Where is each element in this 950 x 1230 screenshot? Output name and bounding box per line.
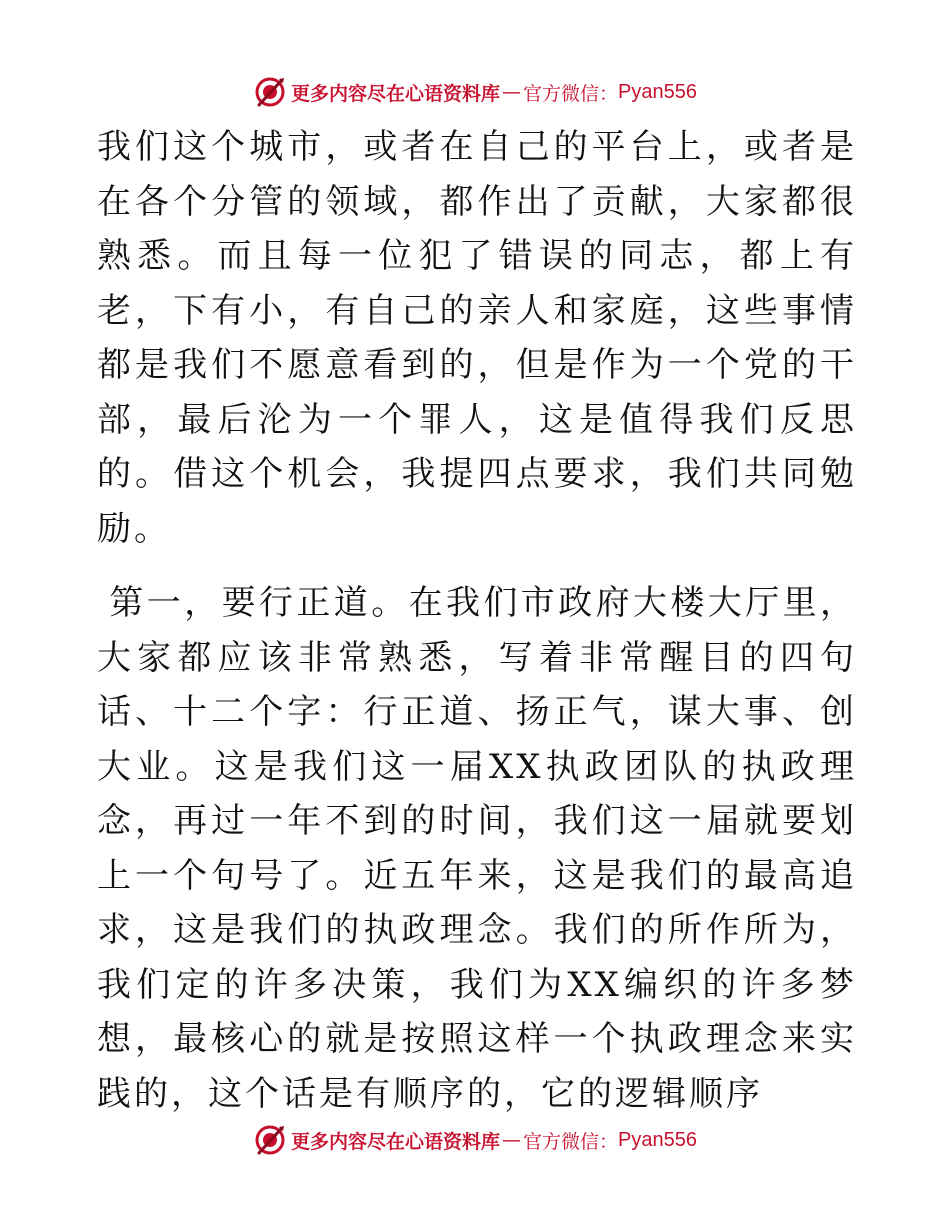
footer-dash: — — [502, 1129, 522, 1151]
footer-brand-text: 更多内容尽在心语资料库 — [291, 1130, 501, 1153]
paragraph-2: 第一，要行正道。在我们市政府大楼大厅里，大家都应该非常熟悉，写着非常醒目的四句话、十二个字：行正道、扬正气，谋大事、创大业。这是我们这一届XX执政团队的执政理念，再过一年不到的时间，我们这一届就要划上一个句号了。近五年来，这是我们的最高追求，这是我们的执政理念。我们的所作所为，我们定的许多决策，我们为XX编织的许多梦想，最核心的就是按照这样一个执政理念来实践的，这个话是有顺序的，它的逻辑顺序 — [97, 583, 857, 1114]
header-wechat-label: 官方微信： — [523, 82, 619, 105]
paragraph-1: 我们这个城市，或者在自己的平台上，或者是在各个分管的领域，都作出了贡献，大家都很熟悉。而且每一位犯了错误的同志，都上有老，下有小，有自己的亲人和家庭，这些事情都是我们不愿意看到的，但是作为一个党的干部，最后沦为一个罪人，这是值得我们反思的。借这个机会，我提四点要求，我们共同勉励。 — [97, 127, 857, 549]
footer-wechat-label: 官方微信： — [523, 1130, 619, 1153]
document-body — [97, 120, 857, 1121]
paragraph-2-wrapper — [97, 576, 857, 1121]
brush-seal-icon — [253, 1123, 287, 1157]
header-banner — [0, 72, 950, 112]
brush-seal-icon — [253, 75, 287, 109]
footer-banner — [0, 1120, 950, 1160]
footer-wechat-id: Pyan556 — [618, 1128, 697, 1151]
header-dash: — — [502, 81, 522, 103]
header-brand-text: 更多内容尽在心语资料库 — [291, 82, 501, 105]
header-wechat-id: Pyan556 — [618, 80, 697, 103]
